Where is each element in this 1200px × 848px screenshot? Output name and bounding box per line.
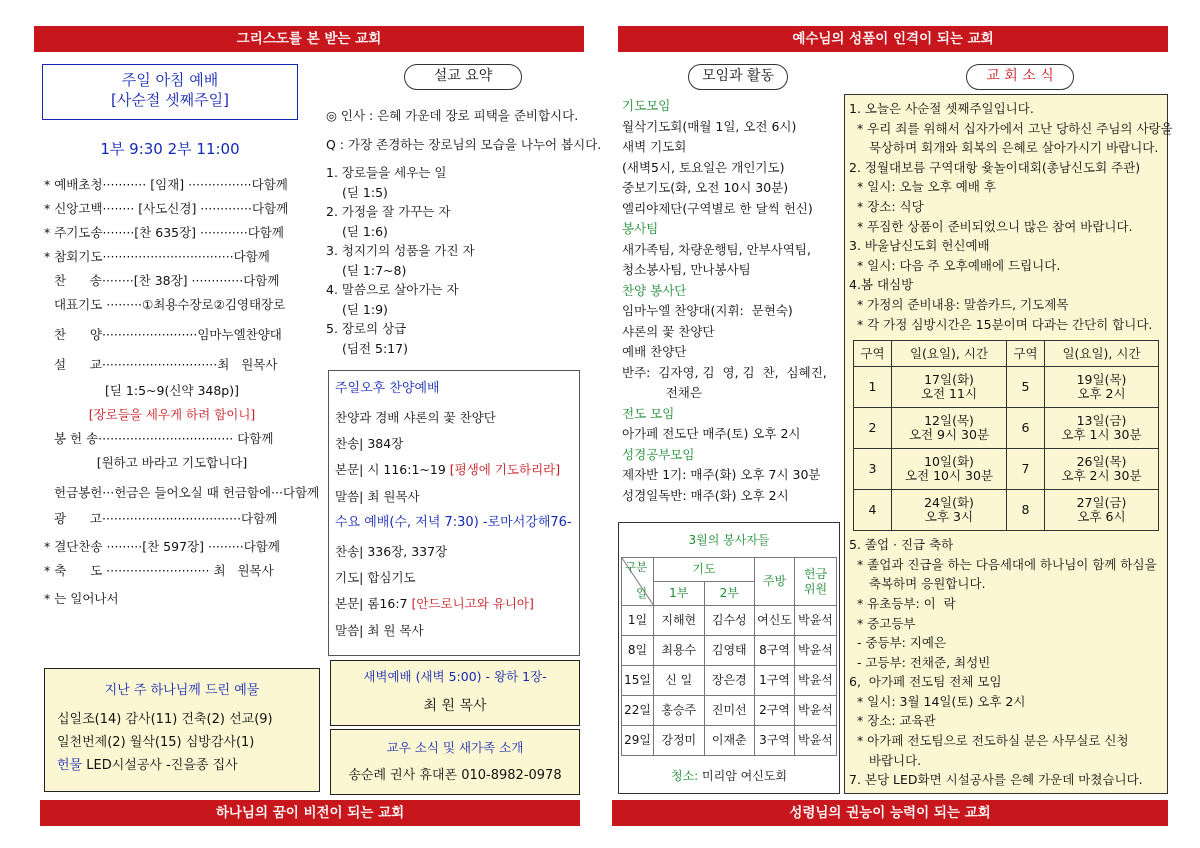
afternoon-box [328, 370, 580, 656]
visit-time [892, 490, 1007, 531]
visit-h3: 구역 [1007, 341, 1045, 367]
visit-area: 1 [854, 367, 892, 408]
worship-times: 1부 9:30 2부 11:00 [100, 140, 240, 158]
servers-row [622, 606, 837, 636]
order-item: 광 고···································다함께 [54, 511, 278, 526]
visit-h1: 구역 [854, 341, 892, 367]
news-line: 4.봄 대심방 [849, 277, 914, 293]
servers-cell: 장은경 [704, 666, 755, 696]
sermon-point: 4. 말씀으로 살아가는 자 [326, 282, 459, 297]
sermon-point: (딛 1:5) [342, 184, 388, 200]
groups-heading: 모임과 활동 [688, 64, 788, 90]
visit-area: 6 [1007, 408, 1045, 449]
news-line: 7. 본당 LED화면 시설공사를 은혜 가운데 마쳤습니다. [849, 772, 1143, 788]
news-line: - 중등부: 지예은 [849, 635, 947, 651]
news-line: * 중고등부 [849, 615, 916, 631]
banner-top-left: 그리스도를 본 받는 교회 [34, 26, 584, 52]
servers-row [622, 666, 837, 696]
servers-cell: 김수성 [704, 606, 755, 636]
news-line: * 장소: 식당 [849, 198, 924, 214]
sermon-point: (딤전 5:17) [342, 340, 408, 356]
news-line: * 일시: 다음 주 오후예배에 드립니다. [849, 257, 1061, 273]
news-line: 3. 바울남신도회 헌신예배 [849, 238, 990, 254]
sermon-point: 3. 청지기의 성품을 가진 자 [326, 243, 475, 258]
visit-day: 24일(화) [924, 494, 974, 510]
visit-time [892, 449, 1007, 490]
news-line: * 아가페 전도팀으로 전도하실 분은 사무실로 신청 [849, 733, 1129, 749]
servers-prayer-1: 1부 [654, 582, 705, 606]
wednesday-line-1: 찬송| 336장, 337장 [335, 543, 448, 559]
sermon-points [326, 165, 586, 360]
sermon-heading: 설교 요약 [404, 64, 522, 90]
servers-gubun-header [622, 558, 654, 606]
news-heading [966, 64, 1074, 90]
wednesday-title: 수요 예배(수, 저녁 7:30) -로마서강해76- [335, 514, 572, 530]
sermon-point: (딛 1:6) [342, 223, 388, 239]
banner-top-right: 예수님의 성품이 인격이 되는 교회 [618, 26, 1168, 52]
servers-cell: 지해현 [654, 606, 705, 636]
visit-area: 4 [854, 490, 892, 531]
news-line: * 유초등부: 이 락 [849, 595, 956, 611]
afternoon-title: 주일오후 찬양예배 [335, 381, 440, 396]
news-contact-line: 송순례 권사 휴대폰 010-8982-0978 [348, 768, 562, 784]
servers-offering-l2: 위원 [803, 581, 828, 596]
news-list-2 [849, 537, 1167, 792]
order-item: 대표기도 ·········①최용수장로②김영태장로 [54, 297, 286, 312]
wednesday-line-4: 말씀| 최 원 목사 [335, 622, 424, 638]
offering-title: 지난 주 하나님께 드린 예물 [104, 683, 260, 698]
order-item: [딛 1:5~9(신약 348p)] [104, 383, 240, 398]
group-line: 성경공부모임 [622, 446, 695, 462]
visit-row [854, 490, 1159, 531]
worship-title: 주일 아침 예배 [121, 71, 219, 89]
group-line: 전도 모임 [622, 405, 675, 421]
servers-cell: 박윤석 [795, 696, 837, 726]
wednesday-line-2: 기도| 합심기도 [335, 570, 416, 586]
group-line: 임마누엘 찬양대(지휘: 문현숙) [622, 303, 793, 318]
afternoon-line-3: 본문| 시 116:1~19 [335, 462, 450, 478]
clean-value: 미리암 여신도회 [702, 769, 788, 784]
servers-cell: 강정미 [654, 726, 705, 756]
visit-day: 10일(화) [924, 453, 974, 469]
servers-cell: 최용수 [654, 636, 705, 666]
sermon-point: (딛 1:9) [342, 301, 388, 317]
order-item: 헌금봉헌···헌금은 들어오실 때 헌금함에···다함께 [54, 485, 320, 500]
servers-box [618, 522, 840, 794]
servers-row [622, 696, 837, 726]
news-contact-title: 교우 소식 및 새가족 소개 [386, 740, 524, 755]
visit-time [1045, 367, 1159, 408]
sermon-point: 2. 가정을 잘 가꾸는 자 [326, 204, 451, 219]
servers-cell: 여신도 [755, 606, 795, 636]
servers-cell: 이재춘 [704, 726, 755, 756]
visit-area: 3 [854, 449, 892, 490]
gift-text: LED시설공사 -진을종 집사 [86, 757, 238, 773]
group-line: 청소봉사팀, 만나봉사팀 [622, 262, 751, 277]
order-item: * 결단찬송 ·········[찬 597장] ·········다함께 [44, 539, 280, 554]
group-line: 기도모임 [622, 98, 671, 113]
visit-hour: 오후 6시 [1077, 509, 1126, 525]
banner-bottom-left: 하나님의 꿈이 비전이 되는 교회 [40, 800, 580, 826]
wednesday-line-3-title: [안드로니고와 유니아] [411, 596, 534, 612]
servers-table [621, 557, 837, 756]
group-line: 전채은 [622, 385, 702, 400]
order-item: [장로들을 세우게 하려 함이니] [88, 407, 256, 422]
groups-list [622, 98, 838, 508]
news-line: * 졸업과 진급을 하는 다음세대에 하나님이 함께 하심을 [849, 556, 1157, 572]
worship-subtitle: [사순절 셋째주일] [111, 90, 229, 109]
sermon-point: (딛 1:7~8) [342, 262, 407, 278]
servers-host-header: 주방 [755, 558, 795, 606]
dawn-title: 새벽예배 (새벽 5:00) - 왕하 1장- [363, 669, 547, 684]
visit-h2: 일(요일), 시간 [892, 341, 1007, 367]
servers-cell: 15일 [622, 666, 654, 696]
offering-line-1: 십일조(14) 감사(11) 건축(2) 선교(9) [57, 711, 273, 727]
servers-cell: 박윤석 [795, 726, 837, 756]
servers-cell: 29일 [622, 726, 654, 756]
visit-area: 8 [1007, 490, 1045, 531]
visit-day: 13일(금) [1076, 412, 1127, 428]
afternoon-line-4: 말씀| 최 원목사 [335, 488, 420, 504]
servers-cell: 3구역 [755, 726, 795, 756]
news-box [844, 94, 1173, 794]
visit-row [854, 367, 1159, 408]
group-line: 찬양 봉사단 [622, 282, 687, 298]
visit-time [1045, 490, 1159, 531]
sermon-point: 1. 장로들을 세우는 일 [326, 165, 447, 180]
group-line: 제자반 1기: 매주(화) 오후 7시 30분 [622, 467, 821, 482]
banner-bottom-right: 성령님의 권능이 능력이 되는 교회 [612, 800, 1168, 826]
visit-hour: 오후 3시 [924, 509, 974, 525]
afternoon-line-1: 찬양과 경배 샤론의 꽃 찬양단 [335, 409, 496, 425]
group-line: 월삭기도회(매월 1일, 오전 6시) [622, 118, 797, 134]
visit-time [892, 367, 1007, 408]
visit-day: 19일(목) [1076, 371, 1127, 387]
news-line: 6, 아가페 전도팀 전체 모임 [849, 674, 1002, 690]
visit-table [853, 340, 1159, 531]
gift-label: 헌물 [57, 757, 83, 773]
visit-time [1045, 449, 1159, 490]
news-line: 1. 오늘은 사순절 셋째주일입니다. [849, 101, 1034, 116]
group-line: 반주: 김자영, 김 영, 김 찬, 심혜진, [622, 364, 827, 380]
order-item: * 참회기도·································다함께 [44, 249, 270, 264]
servers-title: 3월의 봉사자들 [688, 533, 770, 547]
visit-day: 12일(목) [924, 412, 974, 428]
sermon-intro-1: ◎ 인사 : 은혜 가운데 장로 피택을 준비합시다. [326, 108, 579, 123]
visit-hour: 오후 2시 30분 [1061, 468, 1142, 484]
news-line: 5. 졸업 · 진급 축하 [849, 537, 954, 553]
servers-cell: 22일 [622, 696, 654, 726]
servers-cell: 신 일 [654, 666, 705, 696]
servers-cell: 2구역 [755, 696, 795, 726]
visit-row [854, 408, 1159, 449]
news-line: * 일시: 3월 14일(토) 오후 2시 [849, 693, 1026, 709]
order-item: * 신앙고백········ [사도신경] ·············다함께 [44, 201, 289, 216]
afternoon-line-3-title: [평생에 기도하리라] [449, 462, 561, 478]
servers-cell: 박윤석 [795, 636, 837, 666]
offering-box [44, 668, 320, 792]
visit-area: 2 [854, 408, 892, 449]
sermon-intro-2: Q : 가장 존경하는 장로님의 모습을 나누어 봅시다. [326, 137, 602, 152]
servers-row [622, 636, 837, 666]
servers-gubun-label: 구분 [625, 560, 648, 574]
news-contact-box [330, 729, 580, 795]
news-line: * 푸짐한 상품이 준비되었으니 많은 참여 바랍니다. [849, 218, 1133, 234]
servers-row [622, 726, 837, 756]
servers-cell: 진미선 [704, 696, 755, 726]
servers-prayer-header: 기도 [654, 558, 755, 582]
group-line: 성경일독반: 매주(화) 오후 2시 [622, 487, 789, 503]
group-line: 엘리야제단(구역별로 한 달씩 헌신) [622, 200, 813, 216]
servers-offering-header [795, 558, 837, 606]
news-line: 바랍니다. [849, 752, 922, 768]
servers-cell: 홍승주 [654, 696, 705, 726]
worship-title-box [42, 64, 298, 120]
servers-cell: 8구역 [755, 636, 795, 666]
visit-h4: 일(요일), 시간 [1045, 341, 1159, 367]
servers-prayer-2: 2부 [704, 582, 755, 606]
visit-hour: 오후 2시 [1077, 386, 1126, 402]
group-line: 아가페 전도단 매주(토) 오후 2시 [622, 426, 801, 441]
visit-time [892, 408, 1007, 449]
news-list-1 [849, 101, 1173, 336]
group-line: (새벽5시, 토요일은 개인기도) [622, 159, 785, 175]
news-line: * 각 가정 심방시간은 15분이며 다과는 간단히 합니다. [849, 316, 1153, 332]
visit-time [1045, 408, 1159, 449]
order-item: * 주기도송········[찬 635장] ············다함께 [44, 225, 284, 240]
afternoon-line-2: 찬송| 384장 [335, 436, 404, 452]
sermon-point: 5. 장로의 상급 [326, 321, 407, 336]
group-line: 중보기도(화, 오전 10시 30분) [622, 180, 789, 195]
servers-cell: 8일 [622, 636, 654, 666]
visit-area: 5 [1007, 367, 1045, 408]
servers-cell: 김영태 [704, 636, 755, 666]
visit-day: 26일(목) [1076, 453, 1127, 469]
servers-day-label: 일 [636, 586, 648, 600]
visit-row [854, 449, 1159, 490]
group-line: 새벽 기도회 [622, 139, 687, 154]
servers-cell: 1구역 [755, 666, 795, 696]
order-item: 봉 헌 송·································· 다함께 [54, 431, 274, 446]
news-line: 2. 정월대보름 구역대항 윷놀이대회(총남신도회 주관) [849, 159, 1141, 175]
servers-cell: 1일 [622, 606, 654, 636]
dawn-speaker: 최 원 목사 [423, 698, 487, 715]
order-item: [원하고 바라고 기도합니다] [96, 455, 248, 470]
order-item: * 는 일어나서 [44, 591, 119, 606]
news-line: * 가정의 준비내용: 말씀카드, 기도제목 [849, 296, 1069, 312]
servers-cell: 박윤석 [795, 606, 837, 636]
wednesday-line-3: 본문| 롬16:7 [335, 596, 412, 612]
group-line: 샤론의 꽃 찬양단 [622, 323, 715, 339]
clean-label: 청소: [670, 769, 699, 784]
order-item: * 축 도 ·························· 최 원목사 [44, 563, 274, 578]
news-line: * 장소: 교육관 [849, 713, 936, 729]
news-line: * 일시: 오늘 오후 예배 후 [849, 179, 996, 195]
order-item: 찬 송········[찬 38장] ·············다함께 [54, 273, 280, 288]
dawn-box [330, 660, 580, 726]
news-heading-text: 교 회 소 식 [986, 68, 1054, 84]
order-item: * 예배초청··········· [임재] ················다함께 [44, 177, 288, 192]
visit-hour: 오전 11시 [920, 386, 978, 402]
news-line: 묵상하며 회개와 회복의 은혜로 살아가시기 바랍니다. [849, 140, 1159, 156]
servers-cell: 박윤석 [795, 666, 837, 696]
visit-area: 7 [1007, 449, 1045, 490]
visit-day: 17일(화) [924, 371, 974, 387]
visit-day: 27일(금) [1076, 494, 1127, 510]
group-line: 봉사팀 [622, 221, 659, 236]
order-item: 찬 양························임마누엘찬양대 [54, 327, 282, 342]
news-line: 축복하며 응원합니다. [849, 576, 986, 592]
group-line: 새가족팀, 차량운행팀, 안부사역팀, [622, 241, 811, 257]
visit-hour: 오전 9시 30분 [908, 427, 990, 443]
group-line: 예배 찬양단 [622, 344, 687, 359]
visit-hour: 오전 10시 30분 [904, 468, 994, 484]
visit-hour: 오후 1시 30분 [1061, 427, 1142, 443]
order-item: 설 교·····························최 원목사 [54, 357, 278, 372]
news-line: - 고등부: 전채준, 최성빈 [849, 654, 991, 670]
news-line: * 우리 죄를 위해서 십자가에서 고난 당하신 주님의 사랑을 [849, 120, 1173, 136]
servers-offering-l1: 헌금 [803, 567, 828, 582]
offering-line-2: 일천번제(2) 월삭(15) 심방감사(1) [57, 734, 255, 750]
